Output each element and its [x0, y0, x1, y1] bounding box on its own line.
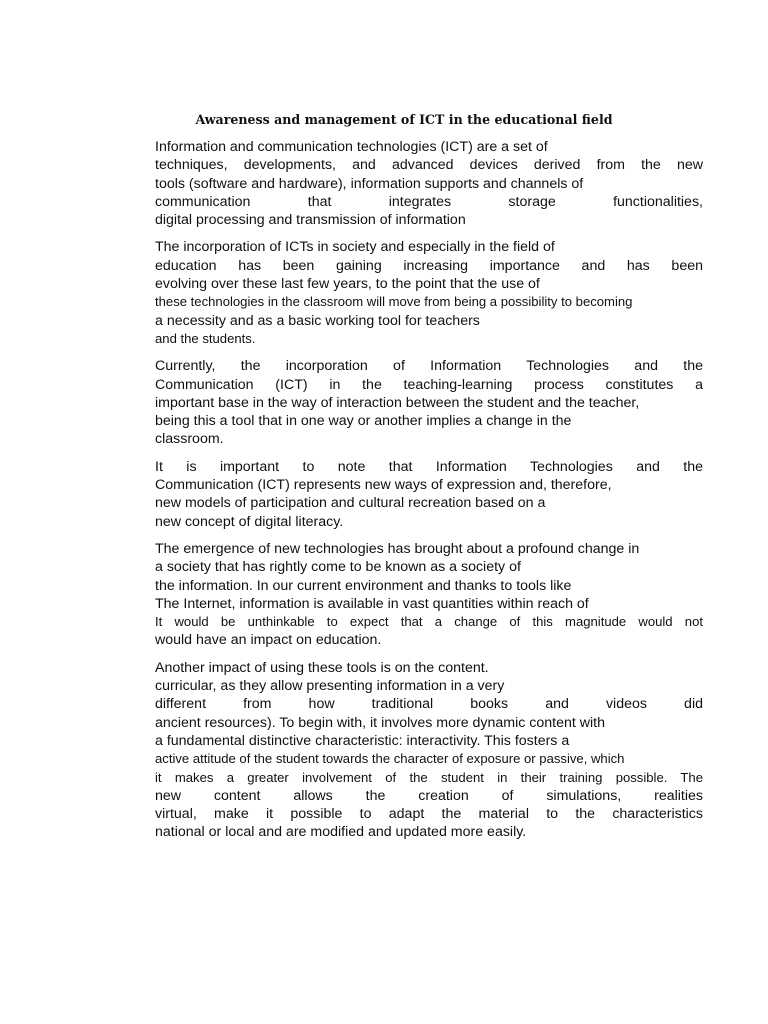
- paragraph-line: these technologies in the classroom will move from being a possibility to becoming: [155, 294, 633, 310]
- paragraph-line: It is important to note that Information Technologies and the: [155, 458, 703, 475]
- paragraph-line: ancient resources). To begin with, it involves more dynamic content with: [155, 714, 606, 731]
- paragraph-line: new concept of digital literacy.: [155, 513, 344, 530]
- paragraph-line: virtual, make it possible to adapt the material to the characteristics: [155, 806, 703, 823]
- paragraph-line: being this a tool that in one way or another implies a change in the: [155, 413, 572, 430]
- paragraph-5: [155, 540, 703, 650]
- paragraph-2: [155, 238, 703, 348]
- paragraph-3: [155, 357, 703, 448]
- paragraph-line: curricular, as they allow presenting information in a very: [155, 678, 505, 695]
- paragraph-line: different from how traditional books and videos did: [155, 696, 703, 713]
- paragraph-1: [155, 138, 703, 229]
- document-title: Awareness and management of ICT in the educational field: [195, 112, 613, 127]
- paragraph-line: active attitude of the student towards the character of exposure or passive, which: [155, 751, 625, 767]
- paragraph-line: digital processing and transmission of information: [155, 212, 466, 229]
- paragraph-line: a society that has rightly come to be known as a society of: [155, 559, 521, 576]
- paragraph-line: new models of participation and cultural recreation based on a: [155, 495, 546, 512]
- paragraph-6: [155, 659, 703, 842]
- paragraph-line: The incorporation of ICTs in society and especially in the field of: [155, 239, 555, 256]
- paragraph-line: education has been gaining increasing importance and has been: [155, 257, 703, 274]
- paragraph-line: evolving over these last few years, to the point that the use of: [155, 276, 540, 293]
- paragraph-line: classroom.: [155, 431, 224, 448]
- paragraph-line: would have an impact on education.: [155, 632, 382, 649]
- paragraph-line: It would be unthinkable to expect that a change of this magnitude would not: [155, 614, 703, 630]
- paragraph-line: Another impact of using these tools is on the content.: [155, 659, 489, 676]
- paragraph-line: Currently, the incorporation of Information Technologies and the: [155, 358, 703, 375]
- paragraph-line: techniques, developments, and advanced devices derived from the new: [155, 157, 703, 174]
- paragraph-line: Communication (ICT) in the teaching-learning process constitutes a: [155, 376, 703, 393]
- paragraph-line: the information. In our current environment and thanks to tools like: [155, 577, 572, 594]
- paragraph-line: and the students.: [155, 330, 256, 346]
- paragraph-line: a necessity and as a basic working tool for teachers: [155, 312, 480, 329]
- paragraph-line: new content allows the creation of simulations, realities: [155, 787, 703, 804]
- paragraph-4: [155, 458, 703, 531]
- paragraph-line: communication that integrates storage functionalities,: [155, 193, 703, 210]
- paragraph-line: tools (software and hardware), information supports and channels of: [155, 175, 584, 192]
- paragraph-line: Communication (ICT) represents new ways of expression and, therefore,: [155, 477, 612, 494]
- paragraph-line: important base in the way of interaction between the student and the teacher,: [155, 394, 640, 411]
- paragraph-line: The Internet, information is available in vast quantities within reach of: [155, 595, 589, 612]
- paragraph-line: Information and communication technologies (ICT) are a set of: [155, 139, 548, 155]
- paragraph-line: national or local and are modified and updated more easily.: [155, 824, 527, 841]
- paragraph-line: a fundamental distinctive characteristic: interactivity. This fosters a: [155, 732, 570, 749]
- paragraph-line: it makes a greater involvement of the student in their training possible. The: [155, 769, 703, 785]
- document-body: [155, 138, 703, 851]
- paragraph-line: The emergence of new technologies has brought about a profound change in: [155, 540, 640, 557]
